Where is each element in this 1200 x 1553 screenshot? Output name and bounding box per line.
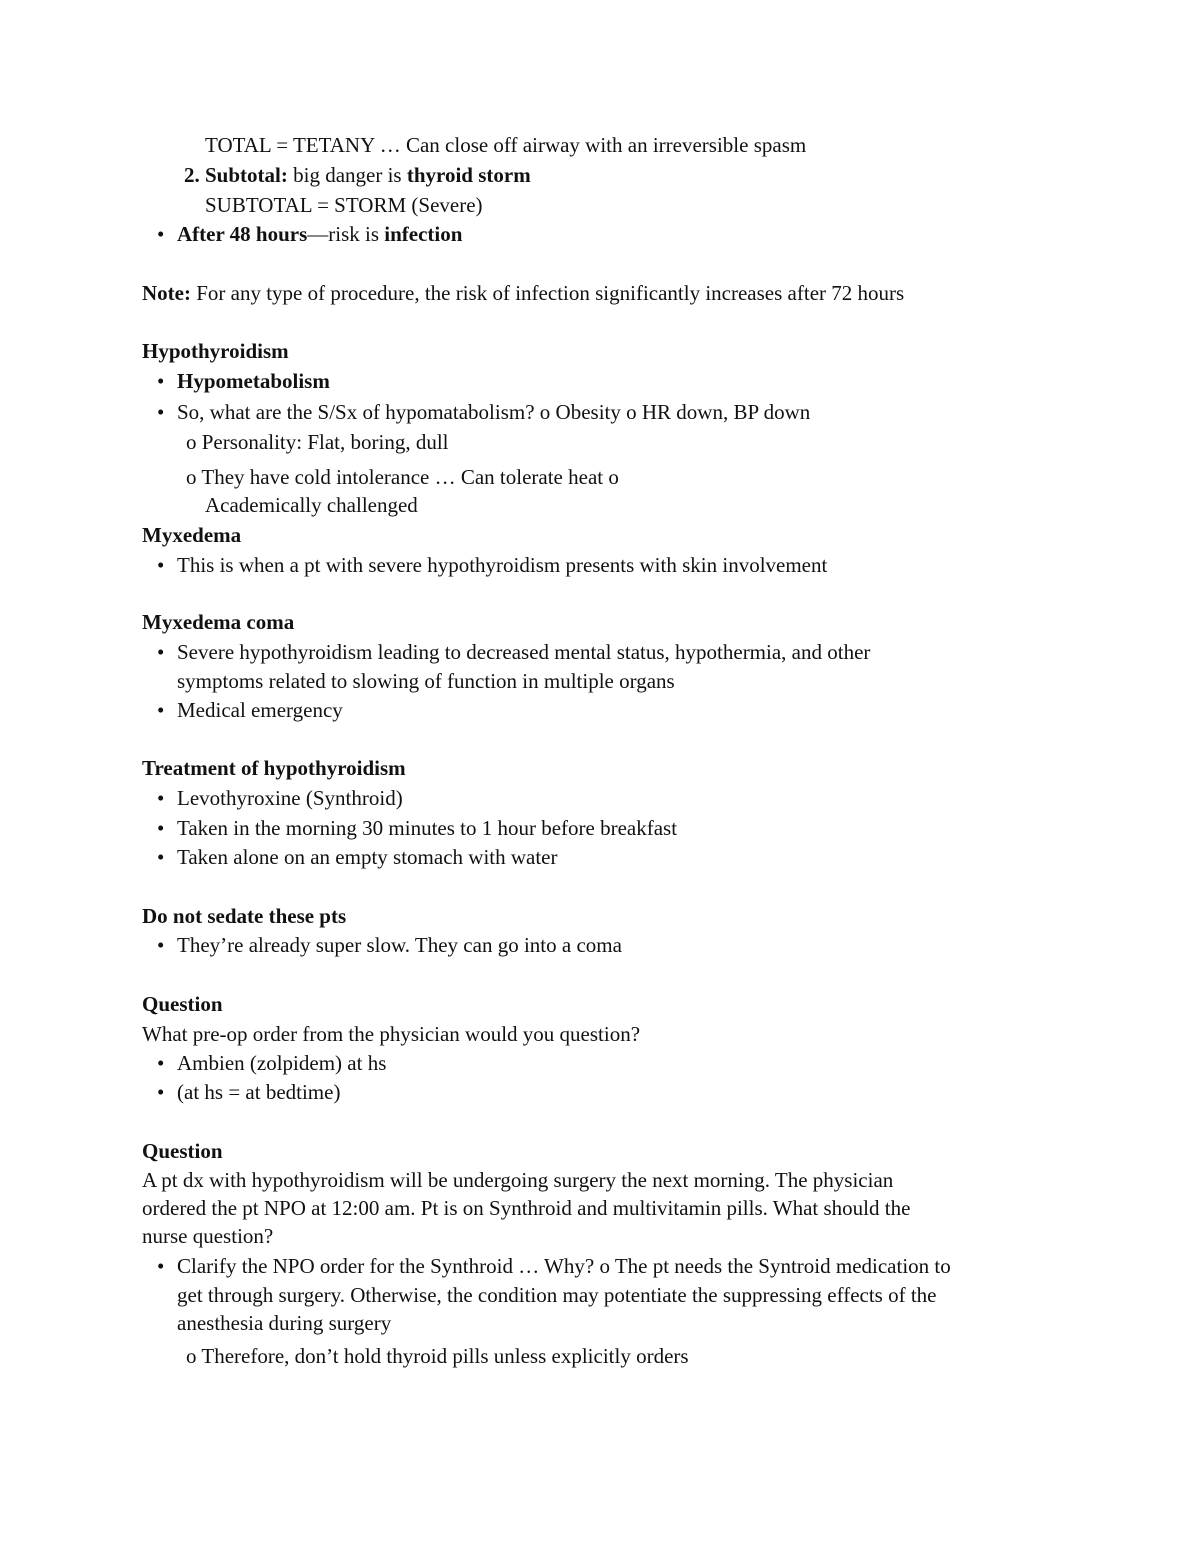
heading-question-2: Question bbox=[142, 1139, 223, 1163]
question-2-line-3: nurse question? bbox=[142, 1224, 274, 1248]
bullet-marker: • bbox=[157, 553, 165, 577]
bullet-marker: • bbox=[157, 786, 165, 810]
bullet-marker: • bbox=[157, 698, 165, 722]
heading-hypothyroidism: Hypothyroidism bbox=[142, 339, 289, 363]
academically-challenged-line: Academically challenged bbox=[205, 493, 418, 517]
bullet-marker: • bbox=[157, 400, 165, 424]
question-2-line-1: A pt dx with hypothyroidism will be undergoing surgery the next morning. The physician bbox=[142, 1168, 894, 1192]
subtotal-label: Subtotal: bbox=[205, 163, 288, 187]
bullet-marker: • bbox=[157, 222, 165, 246]
question-2-line-2: ordered the pt NPO at 12:00 am. Pt is on Synthroid and multivitamin pills. What should the bbox=[142, 1196, 911, 1220]
infection-bold: infection bbox=[384, 222, 463, 246]
thyroid-storm-text: thyroid storm bbox=[406, 163, 531, 187]
question-2-item-1-cont-1: get through surgery. Otherwise, the condition may potentiate the suppressing effects of the bbox=[177, 1283, 937, 1307]
sedate-item: They’re already super slow. They can go into a coma bbox=[177, 933, 622, 957]
treatment-item-2: Taken in the morning 30 minutes to 1 hour before breakfast bbox=[177, 816, 678, 840]
coma-item-2: Medical emergency bbox=[177, 698, 343, 722]
note-label: Note: bbox=[142, 281, 191, 305]
subtotal-line bbox=[184, 162, 531, 188]
hypometabolism-item bbox=[177, 368, 330, 394]
question-1-text: What pre-op order from the physician would you question? bbox=[142, 1022, 641, 1046]
personality-subitem: o Personality: Flat, boring, dull bbox=[186, 430, 449, 454]
after-48-text: —risk is bbox=[307, 222, 385, 246]
question-1-item-2: (at hs = at bedtime) bbox=[177, 1080, 341, 1104]
bullet-marker: • bbox=[157, 369, 165, 393]
bullet-marker: • bbox=[157, 845, 165, 869]
total-tetany-line: TOTAL = TETANY … Can close off airway with an irreversible spasm bbox=[205, 133, 807, 157]
ssx-item: So, what are the S/Sx of hypomatabolism? o Obesity o HR down, BP down bbox=[177, 400, 811, 424]
heading-question-1: Question bbox=[142, 992, 223, 1016]
cold-intolerance-subitem: o They have cold intolerance … Can tolerate heat o bbox=[186, 465, 619, 489]
hypo-prefix: Hypo bbox=[177, 369, 227, 393]
bullet-marker: • bbox=[157, 1254, 165, 1278]
note-text: For any type of procedure, the risk of infection significantly increases after 72 hours bbox=[190, 281, 905, 305]
after-48-bold: After 48 hours bbox=[177, 222, 308, 246]
subtotal-text: big danger is bbox=[287, 163, 407, 187]
treatment-item-1: Levothyroxine (Synthroid) bbox=[177, 786, 403, 810]
heading-do-not-sedate: Do not sedate these pts bbox=[142, 904, 347, 928]
bullet-marker: • bbox=[157, 640, 165, 664]
subtotal-number: 2. bbox=[184, 163, 200, 187]
heading-myxedema-coma: Myxedema coma bbox=[142, 610, 295, 634]
bullet-marker: • bbox=[157, 816, 165, 840]
bullet-marker: • bbox=[157, 1051, 165, 1075]
note-line bbox=[142, 280, 904, 306]
myxedema-item: This is when a pt with severe hypothyroidism presents with skin involvement bbox=[177, 553, 828, 577]
bullet-marker: • bbox=[157, 933, 165, 957]
coma-item-1-cont: symptoms related to slowing of function in multiple organs bbox=[177, 669, 675, 693]
question-2-item-1: Clarify the NPO order for the Synthroid … Why? o The pt needs the Syntroid medication to bbox=[177, 1254, 951, 1278]
metabolism-text: metabolism bbox=[226, 369, 330, 393]
question-2-subitem: o Therefore, don’t hold thyroid pills unless explicitly orders bbox=[186, 1344, 689, 1368]
heading-myxedema: Myxedema bbox=[142, 523, 242, 547]
treatment-item-3: Taken alone on an empty stomach with water bbox=[177, 845, 558, 869]
question-2-item-1-cont-2: anesthesia during surgery bbox=[177, 1311, 392, 1335]
question-1-item-1: Ambien (zolpidem) at hs bbox=[177, 1051, 387, 1075]
subtotal-storm-line: SUBTOTAL = STORM (Severe) bbox=[205, 193, 483, 217]
bullet-marker: • bbox=[157, 1080, 165, 1104]
heading-treatment: Treatment of hypothyroidism bbox=[142, 756, 406, 780]
after-48-hours-line bbox=[177, 221, 462, 247]
coma-item-1: Severe hypothyroidism leading to decreased mental status, hypothermia, and other bbox=[177, 640, 871, 664]
